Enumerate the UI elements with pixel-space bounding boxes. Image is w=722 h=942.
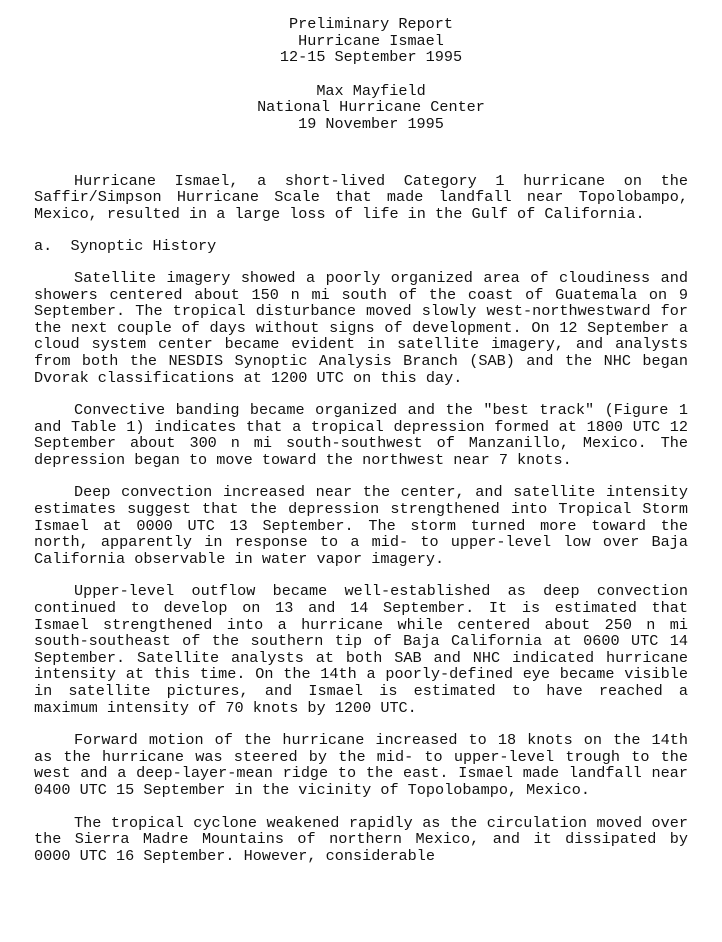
body-paragraph: Satellite imagery showed a poorly organized area of cloudiness and showers centered about 150 n mi south of the coast of Guatemala on 9 September. The tropical disturbance moved slowly west-northwestward for the next couple of days without signs of development. On 12 September a cloud system center became evident in satellite imagery, and analysts from both the NESDIS Synoptic Analysis Branch (SAB) and the NHC began Dvorak classifications at 1200 UTC on this day. [34, 268, 688, 387]
body-paragraph: Deep convection increased near the center, and satellite intensity estimates suggest that the depression strengthened into Tropical Storm Ismael at 0000 UTC 13 September. The storm turned more toward the north, apparently in response to a mid- to upper-level low over Baja California observable in water vapor imagery. [34, 483, 688, 568]
section-heading: a. Synoptic History [34, 237, 217, 256]
body-paragraph: Forward motion of the hurricane increased to 18 knots on the 14th as the hurricane was steered by the mid- to upper-level trough to the west and a deep-layer-mean ridge to the east. Ismael made landfall near 0400 UTC 15 September in the vicinity of Topolobampo, Mexico. [34, 731, 688, 799]
author: Max Mayfield [316, 81, 426, 100]
document-page [34, 16, 688, 880]
storm-name: Hurricane Ismael [298, 31, 444, 50]
intro-paragraph: Hurricane Ismael, a short-lived Category 1 hurricane on the Saffir/Simpson Hurricane Scale that made landfall near Topolobampo, Mexico, resulted in a large loss of life in the Gulf of California. [34, 171, 688, 223]
report-header [54, 16, 688, 133]
report-type: Preliminary Report [288, 15, 454, 33]
storm-dates: 12-15 September 1995 [279, 48, 463, 67]
body-paragraph: Upper-level outflow became well-established as deep convection continued to develop on 13 and 14 September. It is estimated that Ismael strengthened into a hurricane while centered about 250 n mi south-southeast of the southern tip of Baja California at 0600 UTC 14 September. Satellite analysts at both SAB and NHC indicated hurricane intensity at this time. On the 14th a poorly-defined eye became visible in satellite pictures, and Ismael is estimated to have reached a maximum intensity of 70 knots by 1200 UTC. [34, 582, 688, 717]
report-date: 19 November 1995 [298, 114, 444, 133]
header-spacer [54, 66, 688, 83]
body-paragraph: The tropical cyclone weakened rapidly as the circulation moved over the Sierra Madre Mountains of northern Mexico, and it dissipated by 0000 UTC 16 September. However, considerable [34, 813, 688, 865]
organization: National Hurricane Center [257, 98, 485, 117]
body-paragraph: Convective banding became organized and the "best track" (Figure 1 and Table 1) indicates that a tropical depression formed at 1800 UTC 12 September about 300 n mi south-southwest of Manzanillo, Mexico. The depression began to move toward the northwest near 7 knots. [34, 401, 688, 469]
